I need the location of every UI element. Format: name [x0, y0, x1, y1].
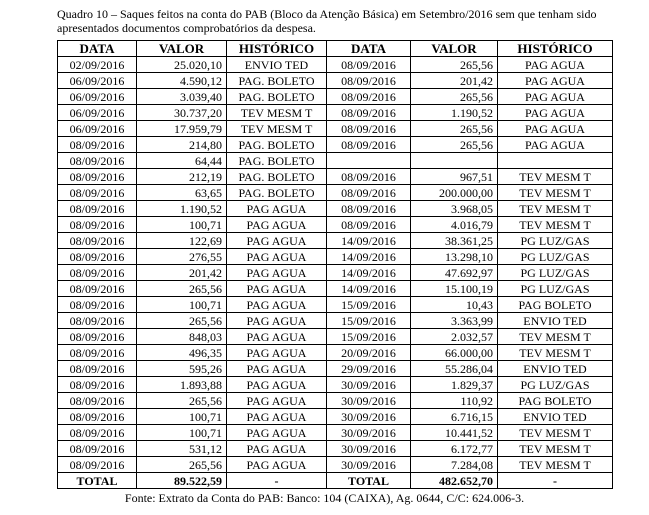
table-row [58, 89, 613, 105]
cell-date-left: 08/09/2016 [58, 217, 137, 233]
cell-value-left: 64,44 [137, 153, 227, 169]
cell-date-left: 08/09/2016 [58, 249, 137, 265]
cell-date-right: 14/09/2016 [327, 233, 411, 249]
cell-value-right: 201,42 [411, 73, 498, 89]
cell-history-left: PAG AGUA [227, 313, 327, 329]
cell-date-right: 08/09/2016 [327, 217, 411, 233]
cell-history-left: PAG AGUA [227, 393, 327, 409]
cell-history-right: PG LUZ/GAS [498, 233, 613, 249]
cell-history-left: PAG AGUA [227, 265, 327, 281]
header-date-right: DATA [327, 41, 411, 57]
cell-date-left: 08/09/2016 [58, 393, 137, 409]
cell-date-right: 08/09/2016 [327, 121, 411, 137]
cell-date-right: 15/09/2016 [327, 329, 411, 345]
table-row [58, 265, 613, 281]
cell-date-right: 15/09/2016 [327, 297, 411, 313]
cell-date-right [327, 153, 411, 169]
cell-value-right: 38.361,25 [411, 233, 498, 249]
cell-date-left: 08/09/2016 [58, 185, 137, 201]
cell-value-right: 6.172,77 [411, 441, 498, 457]
cell-value-right: 110,92 [411, 393, 498, 409]
cell-date-left: 08/09/2016 [58, 457, 137, 473]
cell-value-right: 200.000,00 [411, 185, 498, 201]
cell-history-right [498, 153, 613, 169]
cell-value-left: 1.190,52 [137, 201, 227, 217]
cell-value-left: 100,71 [137, 409, 227, 425]
cell-value-right: 13.298,10 [411, 249, 498, 265]
cell-value-left: 265,56 [137, 393, 227, 409]
header-date-left: DATA [58, 41, 137, 57]
cell-history-left: PAG. BOLETO [227, 89, 327, 105]
cell-history-left: PAG AGUA [227, 249, 327, 265]
table-row [58, 361, 613, 377]
table-body [58, 57, 613, 473]
table-row [58, 457, 613, 473]
cell-date-left: 08/09/2016 [58, 169, 137, 185]
table-row [58, 393, 613, 409]
cell-date-right: 30/09/2016 [327, 425, 411, 441]
header-history-left: HISTÓRICO [227, 41, 327, 57]
cell-date-left: 08/09/2016 [58, 281, 137, 297]
cell-date-left: 08/09/2016 [58, 265, 137, 281]
cell-history-right: TEV MESM T [498, 345, 613, 361]
table-row [58, 57, 613, 73]
cell-history-right: PG LUZ/GAS [498, 377, 613, 393]
cell-history-left: ENVIO TED [227, 57, 327, 73]
cell-date-right: 08/09/2016 [327, 169, 411, 185]
cell-value-left: 1.893,88 [137, 377, 227, 393]
cell-history-right: PG LUZ/GAS [498, 249, 613, 265]
cell-date-right: 08/09/2016 [327, 185, 411, 201]
cell-value-right: 967,51 [411, 169, 498, 185]
table-row [58, 137, 613, 153]
cell-value-left: 265,56 [137, 457, 227, 473]
cell-history-left: PAG. BOLETO [227, 153, 327, 169]
cell-history-right: PAG AGUA [498, 121, 613, 137]
cell-value-right: 55.286,04 [411, 361, 498, 377]
cell-history-right: TEV MESM T [498, 329, 613, 345]
source-note: Fonte: Extrato da Conta do PAB: Banco: 104 (CAIXA), Ag. 0644, C/C: 624.006-3. [124, 491, 525, 505]
cell-date-left: 08/09/2016 [58, 297, 137, 313]
table-row [58, 297, 613, 313]
cell-date-right: 08/09/2016 [327, 89, 411, 105]
cell-date-right: 20/09/2016 [327, 345, 411, 361]
cell-date-right: 14/09/2016 [327, 265, 411, 281]
cell-date-right: 08/09/2016 [327, 57, 411, 73]
cell-value-right: 7.284,08 [411, 457, 498, 473]
cell-history-left: PAG. BOLETO [227, 73, 327, 89]
cell-date-left: 08/09/2016 [58, 409, 137, 425]
cell-date-right: 30/09/2016 [327, 377, 411, 393]
cell-date-left: 08/09/2016 [58, 425, 137, 441]
cell-value-left: 100,71 [137, 425, 227, 441]
cell-date-left: 06/09/2016 [58, 121, 137, 137]
cell-date-right: 30/09/2016 [327, 409, 411, 425]
cell-date-left: 08/09/2016 [58, 377, 137, 393]
cell-value-right: 2.032,57 [411, 329, 498, 345]
cell-history-left: PAG AGUA [227, 281, 327, 297]
cell-history-right: ENVIO TED [498, 409, 613, 425]
cell-history-right: PAG BOLETO [498, 297, 613, 313]
cell-history-right: PG LUZ/GAS [498, 265, 613, 281]
cell-date-left: 02/09/2016 [58, 57, 137, 73]
cell-value-left: 100,71 [137, 297, 227, 313]
cell-history-right: PAG AGUA [498, 137, 613, 153]
cell-history-left: PAG AGUA [227, 377, 327, 393]
cell-value-right: 15.100,19 [411, 281, 498, 297]
cell-history-right: TEV MESM T [498, 441, 613, 457]
cell-value-right: 265,56 [411, 121, 498, 137]
cell-value-right: 265,56 [411, 89, 498, 105]
cell-history-right: PAG AGUA [498, 89, 613, 105]
cell-value-right: 10.441,52 [411, 425, 498, 441]
cell-value-right: 265,56 [411, 57, 498, 73]
table-row [58, 153, 613, 169]
cell-history-left: PAG. BOLETO [227, 137, 327, 153]
cell-value-left: 276,55 [137, 249, 227, 265]
cell-value-right: 6.716,15 [411, 409, 498, 425]
cell-date-right: 08/09/2016 [327, 73, 411, 89]
table-row [58, 185, 613, 201]
total-value-left: 89.522,59 [137, 473, 227, 489]
cell-date-right: 30/09/2016 [327, 393, 411, 409]
table-row [58, 105, 613, 121]
cell-date-left: 06/09/2016 [58, 105, 137, 121]
cell-value-left: 122,69 [137, 233, 227, 249]
cell-date-right: 08/09/2016 [327, 105, 411, 121]
cell-date-right: 30/09/2016 [327, 441, 411, 457]
cell-date-right: 14/09/2016 [327, 281, 411, 297]
cell-date-left: 08/09/2016 [58, 441, 137, 457]
cell-history-left: PAG AGUA [227, 233, 327, 249]
cell-value-right: 4.016,79 [411, 217, 498, 233]
table-row [58, 169, 613, 185]
cell-history-right: ENVIO TED [498, 313, 613, 329]
table-caption: Quadro 10 – Saques feitos na conta do PAB (Bloco da Atenção Básica) em Setembro/2016 sem que tenham sido apresentados documentos comprobatórios da despesa. [57, 7, 597, 35]
cell-value-left: 265,56 [137, 313, 227, 329]
cell-value-left: 265,56 [137, 281, 227, 297]
cell-value-left: 63,65 [137, 185, 227, 201]
cell-value-right: 1.829,37 [411, 377, 498, 393]
cell-history-right: TEV MESM T [498, 425, 613, 441]
cell-date-left: 08/09/2016 [58, 313, 137, 329]
withdrawals-table-wrapper [57, 40, 613, 489]
cell-history-left: PAG. BOLETO [227, 169, 327, 185]
table-row [58, 249, 613, 265]
cell-value-right: 47.692,97 [411, 265, 498, 281]
cell-value-right: 3.363,99 [411, 313, 498, 329]
table-row [58, 425, 613, 441]
total-history-left: - [227, 473, 327, 489]
cell-value-left: 201,42 [137, 265, 227, 281]
table-row [58, 313, 613, 329]
cell-date-left: 06/09/2016 [58, 73, 137, 89]
header-value-right: VALOR [411, 41, 498, 57]
cell-value-left: 214,80 [137, 137, 227, 153]
cell-value-left: 4.590,12 [137, 73, 227, 89]
table-row [58, 201, 613, 217]
cell-history-left: PAG AGUA [227, 297, 327, 313]
cell-value-right: 265,56 [411, 137, 498, 153]
cell-date-right: 30/09/2016 [327, 457, 411, 473]
cell-date-left: 08/09/2016 [58, 153, 137, 169]
table-row [58, 441, 613, 457]
cell-value-left: 17.959,79 [137, 121, 227, 137]
cell-history-left: PAG AGUA [227, 217, 327, 233]
cell-date-left: 06/09/2016 [58, 89, 137, 105]
cell-value-left: 496,35 [137, 345, 227, 361]
cell-value-left: 595,26 [137, 361, 227, 377]
cell-date-left: 08/09/2016 [58, 137, 137, 153]
cell-history-right: TEV MESM T [498, 169, 613, 185]
table-row [58, 121, 613, 137]
cell-history-right: PAG BOLETO [498, 393, 613, 409]
cell-history-right: PG LUZ/GAS [498, 281, 613, 297]
cell-date-right: 08/09/2016 [327, 137, 411, 153]
cell-history-right: TEV MESM T [498, 217, 613, 233]
total-row [58, 473, 613, 489]
cell-history-left: PAG AGUA [227, 425, 327, 441]
cell-value-left: 531,12 [137, 441, 227, 457]
cell-date-left: 08/09/2016 [58, 201, 137, 217]
cell-history-left: PAG AGUA [227, 361, 327, 377]
cell-value-left: 100,71 [137, 217, 227, 233]
table-row [58, 345, 613, 361]
cell-value-right: 1.190,52 [411, 105, 498, 121]
cell-history-left: PAG. BOLETO [227, 185, 327, 201]
cell-value-left: 3.039,40 [137, 89, 227, 105]
total-value-right: 482.652,70 [411, 473, 498, 489]
header-history-right: HISTÓRICO [498, 41, 613, 57]
cell-history-left: TEV MESM T [227, 121, 327, 137]
cell-date-left: 08/09/2016 [58, 361, 137, 377]
cell-history-right: TEV MESM T [498, 201, 613, 217]
cell-history-right: PAG AGUA [498, 73, 613, 89]
cell-value-right: 10,43 [411, 297, 498, 313]
cell-history-left: PAG AGUA [227, 345, 327, 361]
cell-value-right: 66.000,00 [411, 345, 498, 361]
cell-history-left: PAG AGUA [227, 441, 327, 457]
table-row [58, 217, 613, 233]
table-row [58, 377, 613, 393]
cell-date-right: 08/09/2016 [327, 201, 411, 217]
cell-history-left: PAG AGUA [227, 201, 327, 217]
cell-date-right: 29/09/2016 [327, 361, 411, 377]
cell-value-left: 30.737,20 [137, 105, 227, 121]
total-label-right: TOTAL [327, 473, 411, 489]
cell-date-left: 08/09/2016 [58, 329, 137, 345]
cell-history-left: PAG AGUA [227, 409, 327, 425]
header-value-left: VALOR [137, 41, 227, 57]
cell-history-left: TEV MESM T [227, 105, 327, 121]
cell-date-right: 14/09/2016 [327, 249, 411, 265]
table-row [58, 281, 613, 297]
cell-date-right: 15/09/2016 [327, 313, 411, 329]
total-label-left: TOTAL [58, 473, 137, 489]
cell-value-left: 25.020,10 [137, 57, 227, 73]
cell-history-right: TEV MESM T [498, 457, 613, 473]
cell-date-left: 08/09/2016 [58, 233, 137, 249]
table-row [58, 73, 613, 89]
cell-value-left: 212,19 [137, 169, 227, 185]
cell-value-right [411, 153, 498, 169]
cell-history-left: PAG AGUA [227, 457, 327, 473]
table-row [58, 329, 613, 345]
cell-value-left: 848,03 [137, 329, 227, 345]
withdrawals-table [57, 40, 613, 489]
table-row [58, 409, 613, 425]
cell-history-left: PAG AGUA [227, 329, 327, 345]
cell-date-left: 08/09/2016 [58, 345, 137, 361]
cell-history-right: PAG AGUA [498, 57, 613, 73]
cell-value-right: 3.968,05 [411, 201, 498, 217]
cell-history-right: ENVIO TED [498, 361, 613, 377]
header-row [58, 41, 613, 57]
cell-history-right: PAG AGUA [498, 105, 613, 121]
cell-history-right: TEV MESM T [498, 185, 613, 201]
table-row [58, 233, 613, 249]
total-history-right: - [498, 473, 613, 489]
